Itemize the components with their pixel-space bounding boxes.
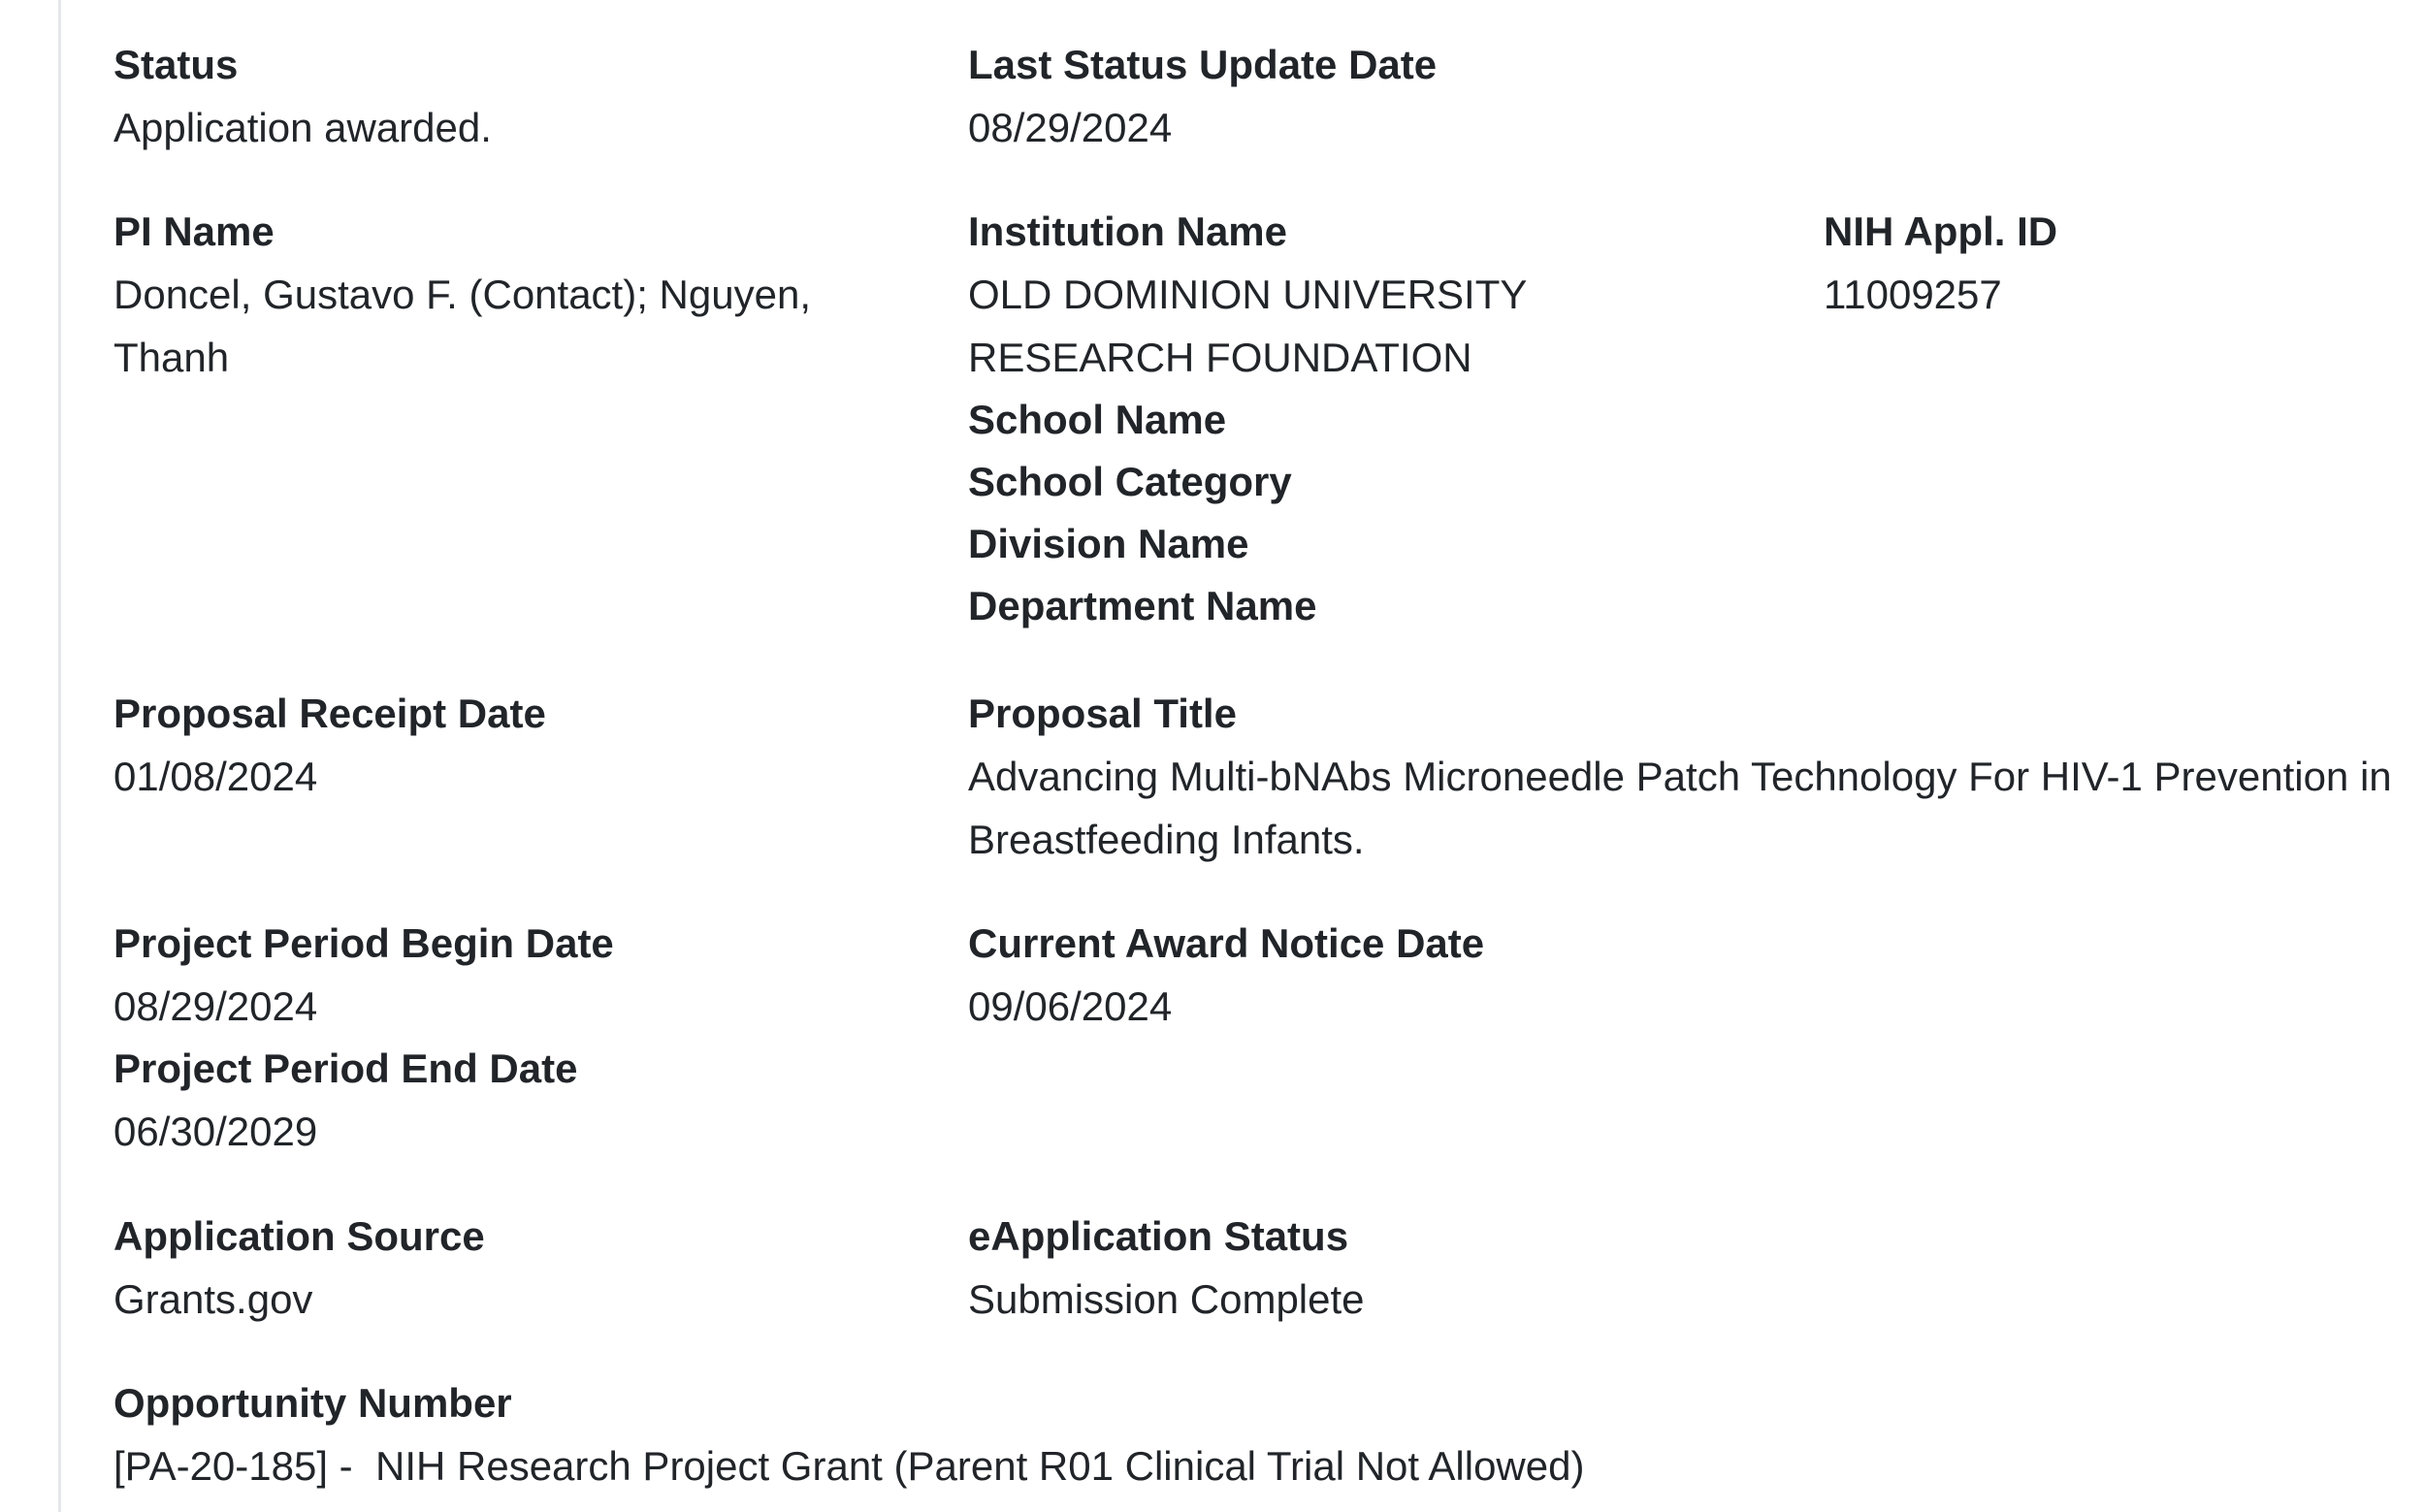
current-award-notice-label: Current Award Notice Date — [968, 920, 1485, 966]
application-source-label: Application Source — [113, 1213, 485, 1259]
proposal-receipt-label: Proposal Receipt Date — [113, 691, 546, 736]
project-end-value: 06/30/2029 — [113, 1109, 318, 1154]
opportunity-number-label: Opportunity Number — [113, 1380, 512, 1426]
proposal-receipt-value: 01/08/2024 — [113, 754, 318, 799]
pi-name-field — [113, 201, 889, 389]
opportunity-number-value: [PA-20-185] - NIH Research Project Grant (Parent R01 Clinical Trial Not Allowed) — [113, 1443, 1585, 1489]
project-end-label: Project Period End Date — [113, 1046, 578, 1091]
school-name-label: School Name — [968, 397, 1227, 442]
eapplication-status-label: eApplication Status — [968, 1213, 1349, 1259]
application-source-field — [113, 1206, 889, 1331]
institution-name-label: Institution Name — [968, 209, 1288, 254]
nih-appl-id-label: NIH Appl. ID — [1824, 209, 2058, 254]
proposal-title-label: Proposal Title — [968, 691, 1237, 736]
left-border-rule — [58, 0, 61, 1512]
proposal-receipt-field — [113, 683, 889, 808]
nih-appl-id-value: 11009257 — [1824, 272, 2002, 317]
last-status-update-value: 08/29/2024 — [968, 105, 1173, 150]
proposal-title-field — [968, 683, 2418, 871]
eapplication-status-field — [968, 1206, 1744, 1331]
project-begin-value: 08/29/2024 — [113, 983, 318, 1029]
institution-field — [968, 201, 1763, 637]
application-source-value: Grants.gov — [113, 1276, 313, 1322]
project-begin-label: Project Period Begin Date — [113, 920, 614, 966]
pi-name-label: PI Name — [113, 209, 275, 254]
opportunity-number-field — [113, 1372, 2344, 1497]
proposal-title-value: Advancing Multi-bNAbs Microneedle Patch Technology For HIV-1 Prevention in Breastfeeding Infants. — [968, 754, 2392, 862]
last-status-update-field — [968, 34, 1744, 159]
project-period-field — [113, 913, 889, 1163]
current-award-notice-value: 09/06/2024 — [968, 983, 1173, 1029]
school-category-label: School Category — [968, 459, 1292, 504]
eapplication-status-value: Submission Complete — [968, 1276, 1365, 1322]
last-status-update-label: Last Status Update Date — [968, 42, 1438, 87]
status-field — [113, 34, 889, 159]
institution-name-value: OLD DOMINION UNIVERSITY RESEARCH FOUNDATION — [968, 272, 1527, 380]
division-name-label: Division Name — [968, 521, 1249, 566]
status-label: Status — [113, 42, 239, 87]
department-name-label: Department Name — [968, 583, 1317, 628]
status-value: Application awarded. — [113, 105, 492, 150]
pi-name-value: Doncel, Gustavo F. (Contact); Nguyen, Thanh — [113, 272, 811, 380]
nih-appl-id-field — [1824, 201, 2406, 326]
current-award-notice-field — [968, 913, 1744, 1038]
